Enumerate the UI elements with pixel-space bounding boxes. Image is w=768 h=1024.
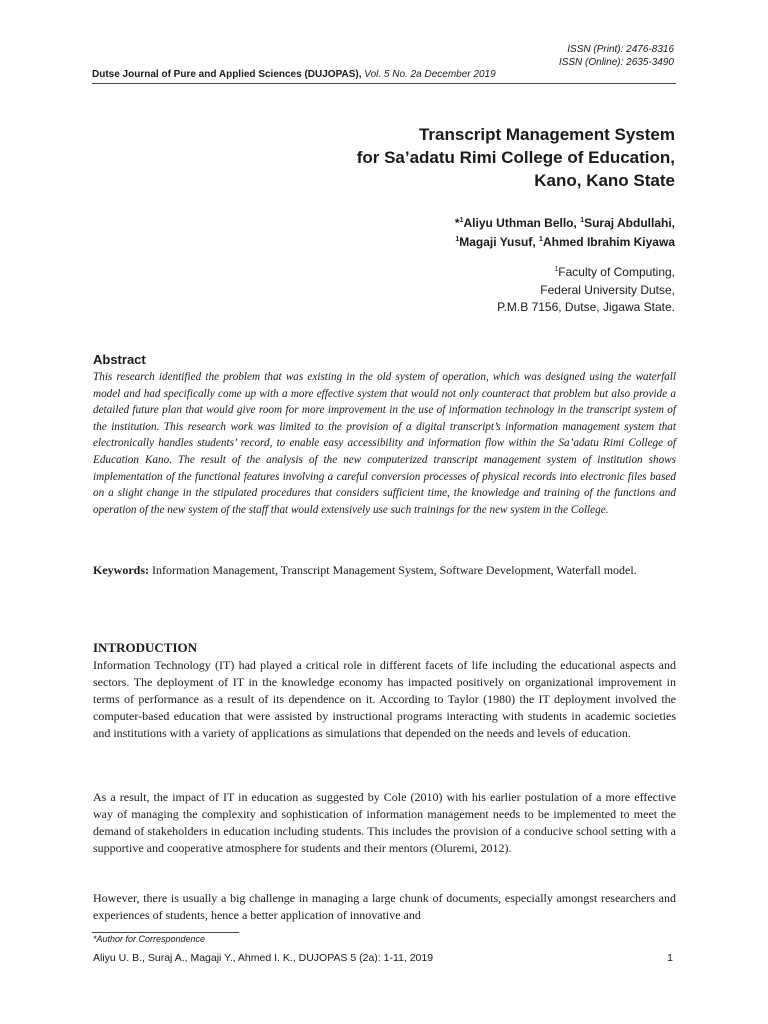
journal-name: Dutse Journal of Pure and Applied Sciences (DUJOPAS), (92, 69, 362, 80)
intro-paragraph-1: Information Technology (IT) had played a critical role in different facets of life including the educational aspects and sectors. The deployment of IT in the knowledge economy has impacted positively on organizational improvement in terms of performance as a result of its dependence on it. According to Taylor (1980) the IT deployment involved the computer-based education that were assisted by instructional programs interacting with students in academic societies and institutions with a variety of applications as simulations that depended on the needs and levels of education. (93, 658, 676, 740)
author-sup: 1 (455, 235, 460, 243)
author-name: Ahmed Ibrahim Kiyawa (542, 234, 675, 249)
intro-paragraph-2: As a result, the impact of IT in education as suggested by Cole (2010) with his earlier postulation of a more effective way of managing the complexity and sophistication of information management needs to be implemented to meet the demand of stakeholders in education including students. This includes the provision of a conducive school setting with a supportive and cooperative atmosphere for students and their mentors (Oluremi, 2012). (93, 790, 676, 855)
author-sup: 1 (580, 217, 585, 224)
title-line-3: Kano, Kano State (534, 171, 675, 190)
citation-footer: Aliyu U. B., Suraj A., Magaji Y., Ahmed I. K., DUJOPAS 5 (2a): 1-11, 2019 (93, 952, 434, 964)
keywords-text: Information Management, Transcript Management System, Software Development, Waterfall model. (149, 563, 637, 577)
keywords-label: Keywords: (93, 563, 149, 577)
author-name: Aliyu Uthman Bello, (463, 216, 581, 230)
author-name: Suraj Abdullahi, (584, 216, 675, 230)
affiliation-line-1 (497, 264, 675, 282)
title-line-1: Transcript Management System (418, 125, 675, 144)
footnote: *Author for Correspondence (93, 934, 206, 944)
affiliation (497, 264, 675, 317)
page-number: 1 (667, 952, 673, 964)
issn-print: ISSN (Print): 2476-8316 (567, 44, 674, 55)
affiliation-line-2: Federal University Dutse, (540, 282, 675, 297)
author-name: Magaji Yusuf, (459, 234, 540, 249)
affiliation-text: Faculty of Computing, (558, 265, 675, 279)
correspondence-mark: * (454, 216, 460, 230)
author-list (455, 214, 675, 251)
issn-block (559, 44, 674, 69)
header-rule (92, 83, 676, 84)
paper-title (357, 123, 675, 192)
affiliation-line-3: P.M.B 7156, Dutse, Jigawa State. (497, 300, 675, 314)
author-sup: 1 (539, 235, 543, 243)
issn-online: ISSN (Online): 2635-3490 (558, 56, 674, 68)
author-line-1 (455, 214, 675, 233)
author-sup: 1 (459, 217, 464, 224)
abstract-text: This research identified the problem that was existing in the old system of operation, which was designed using the waterfall model and had specifically come up with a more effective system that would not only counteract that problem but also provide a detailed future plan that would give room for more improvement in the use of information technology in the transcript system of the institution. This research work was limited to the provision of a digital transcript’s information management system that electronically handles students’ record, to enable easy accessibility and information flow within the Sa’adatu Rimi College of Education Kano. The result of the analysis of the new computerized transcript management system of institution shows implementation of the functional features involving a careful conversion processes of physical records into electronic files based on a slight change in the stipulated procedures that considers sufficient time, the knowledge and training of the functions and operation of the new system of the staff that would extensively use such trainings for the new system in the College. (93, 371, 676, 516)
introduction-heading: INTRODUCTION (93, 640, 198, 655)
abstract-heading: Abstract (93, 352, 146, 367)
affiliation-sup: 1 (554, 266, 559, 273)
title-line-2: for Sa’adatu Rimi College of Education, (356, 148, 675, 167)
author-line-2 (455, 233, 675, 252)
journal-header (92, 69, 496, 80)
footnote-rule (92, 932, 239, 933)
journal-volume: Vol. 5 No. 2a December 2019 (364, 69, 496, 80)
intro-paragraph-3: However, there is usually a big challenge in managing a large chunk of documents, especially amongst researchers and experiences of students, hence a better application of innovative and (93, 891, 676, 922)
keywords (93, 562, 676, 580)
